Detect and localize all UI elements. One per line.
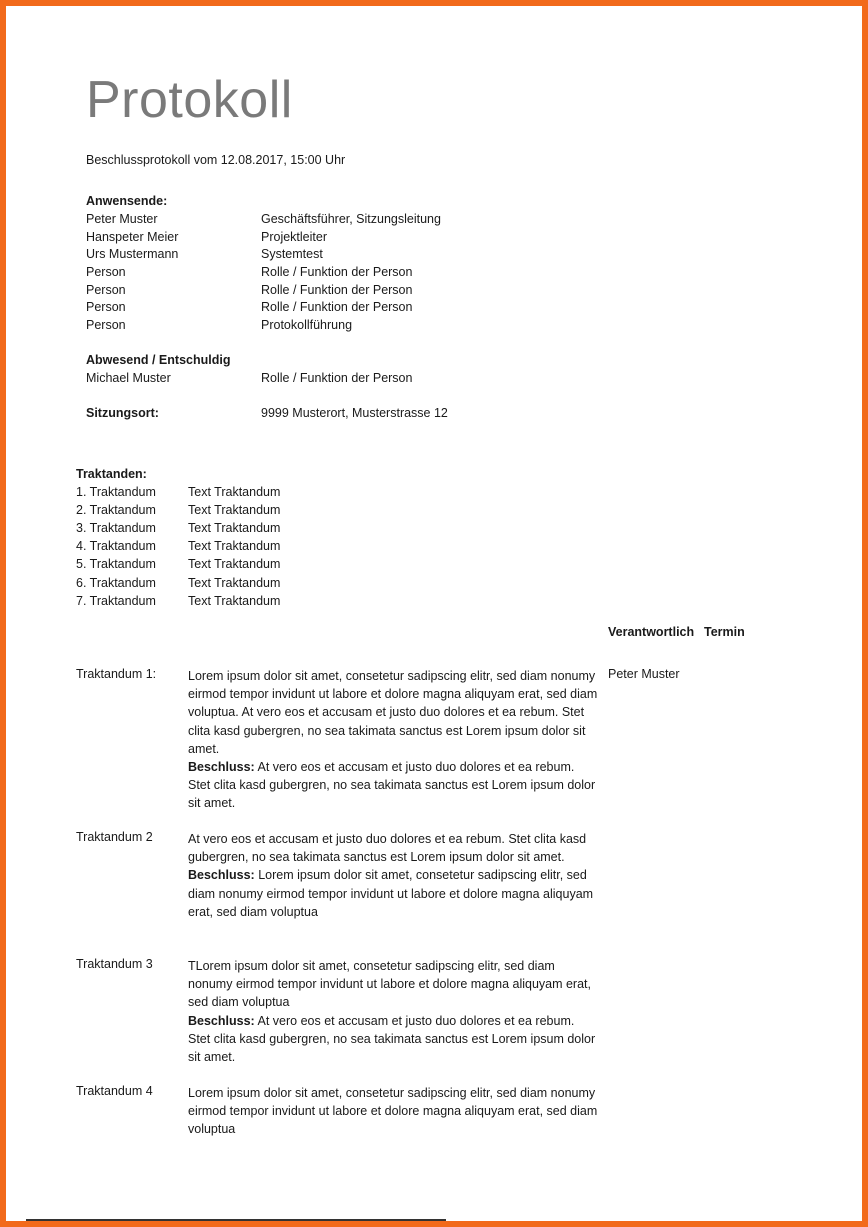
responsible-column-header: Verantwortlich [608, 625, 695, 639]
agenda-item-text: Text Traktandum [188, 485, 281, 499]
absent-name: Michael Muster [86, 371, 171, 385]
absent-heading: Abwesend / Entschuldig [86, 353, 231, 367]
agenda-item-number: 5. Traktandum [76, 557, 156, 571]
location-value: 9999 Musterort, Musterstrasse 12 [261, 406, 448, 420]
detail-label: Traktandum 2 [76, 830, 153, 844]
agenda-item-text: Text Traktandum [188, 576, 281, 590]
attendee-role: Rolle / Funktion der Person [261, 265, 413, 279]
agenda-item-number: 4. Traktandum [76, 539, 156, 553]
attendee-role: Systemtest [261, 247, 323, 261]
attendee-role: Projektleiter [261, 230, 327, 244]
decision-label: Beschluss: [188, 1013, 255, 1028]
agenda-item-number: 2. Traktandum [76, 503, 156, 517]
attendee-name: Peter Muster [86, 212, 158, 226]
detail-label: Traktandum 3 [76, 957, 153, 971]
attendee-name: Urs Mustermann [86, 247, 179, 261]
attendees-heading: Anwensende: [86, 194, 168, 208]
detail-body [188, 1084, 600, 1139]
deadline-column-header: Termin [704, 625, 745, 639]
agenda-item-text: Text Traktandum [188, 594, 281, 608]
detail-label: Traktandum 1: [76, 667, 157, 681]
attendee-name: Person [86, 283, 126, 297]
detail-body [188, 667, 600, 813]
attendee-name: Person [86, 318, 126, 332]
attendee-name: Hanspeter Meier [86, 230, 179, 244]
agenda-item-text: Text Traktandum [188, 557, 281, 571]
protocol-subtitle: Beschlussprotokoll vom 12.08.2017, 15:00 Uhr [86, 153, 346, 167]
detail-text: Lorem ipsum dolor sit amet, consetetur sadipscing elitr, sed diam nonumy eirmod tempor invidunt ut labore et dolore magna aliquyam erat, sed diam voluptua. At vero eos et accusam et justo duo dolores et ea rebum. Stet clita kasd gubergren, no sea takimata sanctus est Lorem ipsum dolor sit amet. [188, 669, 598, 756]
agenda-item-number: 1. Traktandum [76, 485, 156, 499]
agenda-item-text: Text Traktandum [188, 521, 281, 535]
absent-role: Rolle / Funktion der Person [261, 371, 413, 385]
detail-text: TLorem ipsum dolor sit amet, consetetur sadipscing elitr, sed diam nonumy eirmod tempor invidunt ut labore et dolore magna aliquyam erat, sed diam voluptua [188, 959, 591, 1010]
detail-body [188, 957, 600, 1066]
agenda-item-text: Text Traktandum [188, 539, 281, 553]
location-label: Sitzungsort: [86, 406, 159, 420]
agenda-item-text: Text Traktandum [188, 503, 281, 517]
agenda-item-number: 3. Traktandum [76, 521, 156, 535]
detail-responsible: Peter Muster [608, 667, 680, 681]
page-title: Protokoll [86, 71, 293, 129]
attendee-role: Rolle / Funktion der Person [261, 283, 413, 297]
attendee-role: Geschäftsführer, Sitzungsleitung [261, 212, 441, 226]
decision-text: Lorem ipsum dolor sit amet, consetetur sadipscing elitr, sed diam nonumy eirmod tempor invidunt ut labore et dolore magna aliquyam erat, sed diam voluptua [188, 868, 594, 919]
bottom-divider [26, 1219, 446, 1221]
decision-label: Beschluss: [188, 868, 255, 883]
attendee-name: Person [86, 265, 126, 279]
attendee-role: Protokollführung [261, 318, 353, 332]
agenda-item-number: 6. Traktandum [76, 576, 156, 590]
decision-text: At vero eos et accusam et justo duo dolores et ea rebum. Stet clita kasd gubergren, no sea takimata sanctus est Lorem ipsum dolor sit amet. [188, 1013, 596, 1065]
decision-text: At vero eos et accusam et justo duo dolores et ea rebum. Stet clita kasd gubergren, no sea takimata sanctus est Lorem ipsum dolor sit amet. [188, 760, 596, 811]
detail-label: Traktandum 4 [76, 1084, 153, 1098]
detail-text: At vero eos et accusam et justo duo dolores et ea rebum. Stet clita kasd gubergren, no sea takimata sanctus est Lorem ipsum dolor sit amet. [188, 832, 587, 865]
agenda-heading: Traktanden: [76, 467, 147, 481]
attendee-name: Person [86, 300, 126, 314]
agenda-item-number: 7. Traktandum [76, 594, 156, 608]
decision-label: Beschluss: [188, 760, 255, 775]
attendee-role: Rolle / Funktion der Person [261, 300, 413, 314]
detail-text: Lorem ipsum dolor sit amet, consetetur sadipscing elitr, sed diam nonumy eirmod tempor invidunt ut labore et dolore magna aliquyam erat, sed diam voluptua [188, 1086, 598, 1137]
detail-body [188, 830, 600, 921]
